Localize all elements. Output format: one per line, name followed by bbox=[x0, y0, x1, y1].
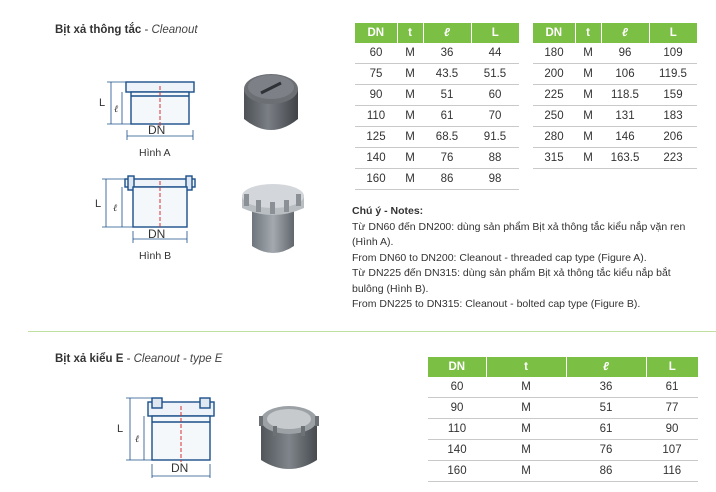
column-header-t: t bbox=[397, 23, 423, 43]
table-cell: 61 bbox=[566, 419, 646, 440]
section1-title-sep: - bbox=[141, 24, 152, 36]
product-photo-e bbox=[255, 394, 323, 474]
table-cell: 315 bbox=[533, 148, 575, 169]
table-cell: M bbox=[486, 440, 566, 461]
diagram-b-label-L: L bbox=[95, 198, 102, 210]
table-cell: M bbox=[486, 461, 566, 482]
column-header-dn: DN bbox=[428, 357, 486, 377]
diagram-e-label-l: ℓ bbox=[135, 434, 140, 445]
table-cell: 106 bbox=[601, 64, 649, 85]
column-header-t: t bbox=[575, 23, 601, 43]
table-cell: 250 bbox=[533, 106, 575, 127]
table-cell: M bbox=[397, 43, 423, 64]
table-cell: 60 bbox=[471, 85, 519, 106]
diagram-a-caption: Hình A bbox=[139, 147, 171, 159]
table-row bbox=[533, 106, 697, 127]
table-cell: 91.5 bbox=[471, 127, 519, 148]
table-cell: 60 bbox=[428, 377, 486, 398]
table-cleanout-left bbox=[355, 23, 519, 190]
table-cell: 125 bbox=[355, 127, 397, 148]
table-cell: 223 bbox=[649, 148, 697, 169]
table-cell: 163.5 bbox=[601, 148, 649, 169]
table-body bbox=[428, 377, 698, 482]
table-cell: 61 bbox=[646, 377, 698, 398]
table-cell: M bbox=[575, 127, 601, 148]
table-cell: 118.5 bbox=[601, 85, 649, 106]
table-cell: 51 bbox=[566, 398, 646, 419]
column-header-l: L bbox=[649, 23, 697, 43]
table-cell: M bbox=[397, 127, 423, 148]
table-cell: M bbox=[575, 85, 601, 106]
table-row bbox=[355, 127, 519, 148]
table-cell: 70 bbox=[471, 106, 519, 127]
table-cell: 76 bbox=[423, 148, 471, 169]
table-cell: 280 bbox=[533, 127, 575, 148]
column-header-l-small: ℓ bbox=[566, 357, 646, 377]
table-row bbox=[533, 148, 697, 169]
table-cell: 76 bbox=[566, 440, 646, 461]
table-cell: 98 bbox=[471, 169, 519, 190]
table-cell: 44 bbox=[471, 43, 519, 64]
diagram-b bbox=[95, 173, 210, 265]
diagram-a-label-l: ℓ bbox=[114, 104, 119, 115]
table-cell: 110 bbox=[355, 106, 397, 127]
section2-title-vi: Bịt xả kiểu E bbox=[55, 353, 124, 365]
table-row bbox=[533, 127, 697, 148]
table-row bbox=[428, 461, 698, 482]
table-row bbox=[355, 148, 519, 169]
table-row bbox=[355, 85, 519, 106]
table-cell: 36 bbox=[423, 43, 471, 64]
table-row bbox=[355, 106, 519, 127]
table-header-row bbox=[428, 357, 698, 377]
section2-title-sep: - bbox=[123, 353, 134, 365]
table-cleanout-right bbox=[533, 23, 697, 169]
table-cell: M bbox=[575, 106, 601, 127]
diagram-a-label-DN: DN bbox=[148, 123, 166, 137]
table-row bbox=[533, 85, 697, 106]
table-cell: M bbox=[486, 377, 566, 398]
table-cell: 110 bbox=[428, 419, 486, 440]
table-row bbox=[355, 169, 519, 190]
table-cell: 68.5 bbox=[423, 127, 471, 148]
table-cell: 119.5 bbox=[649, 64, 697, 85]
table-row bbox=[428, 398, 698, 419]
table-cell: 75 bbox=[355, 64, 397, 85]
product-photo-a bbox=[240, 67, 302, 139]
column-header-l-small: ℓ bbox=[423, 23, 471, 43]
column-header-dn: DN bbox=[533, 23, 575, 43]
table-cell: M bbox=[397, 106, 423, 127]
diagram-e-label-L: L bbox=[117, 423, 124, 435]
table-cell: 160 bbox=[355, 169, 397, 190]
column-header-l: L bbox=[471, 23, 519, 43]
table-cell: 96 bbox=[601, 43, 649, 64]
table-cleanout-type-e bbox=[428, 357, 698, 482]
table-cell: 88 bbox=[471, 148, 519, 169]
section1-title-en: Cleanout bbox=[151, 24, 198, 36]
table-cell: M bbox=[575, 43, 601, 64]
table-cell: 36 bbox=[566, 377, 646, 398]
table-cell: 51 bbox=[423, 85, 471, 106]
table-row bbox=[355, 64, 519, 85]
table-body bbox=[355, 43, 519, 190]
table-cell: 77 bbox=[646, 398, 698, 419]
table-cell: 116 bbox=[646, 461, 698, 482]
table-cell: M bbox=[486, 398, 566, 419]
table-cell: 90 bbox=[646, 419, 698, 440]
table-cell: 206 bbox=[649, 127, 697, 148]
table-cell: 225 bbox=[533, 85, 575, 106]
diagram-b-label-DN: DN bbox=[148, 227, 166, 241]
notes-line-3: Từ DN225 đến DN315: dùng sản phẩm Bịt xả thông tắc kiểu nắp bắt bulông (Hình B). bbox=[352, 267, 671, 295]
table-cell: 146 bbox=[601, 127, 649, 148]
table-cell: 107 bbox=[646, 440, 698, 461]
table-cell: M bbox=[575, 64, 601, 85]
table-cell: 51.5 bbox=[471, 64, 519, 85]
table-cell: 140 bbox=[428, 440, 486, 461]
section1-title bbox=[55, 24, 198, 36]
section2-title-en: Cleanout - type E bbox=[133, 353, 223, 365]
table-body bbox=[533, 43, 697, 169]
diagram-e bbox=[110, 392, 230, 480]
column-header-l-small: ℓ bbox=[601, 23, 649, 43]
diagram-b-caption: Hình B bbox=[139, 250, 172, 262]
table-cell: 183 bbox=[649, 106, 697, 127]
table-header-row bbox=[533, 23, 697, 43]
notes-block bbox=[352, 204, 697, 313]
diagram-a-label-L: L bbox=[99, 97, 106, 109]
table-row bbox=[355, 43, 519, 64]
table-cell: M bbox=[575, 148, 601, 169]
table-cell: 131 bbox=[601, 106, 649, 127]
table-cell: M bbox=[486, 419, 566, 440]
diagram-b-label-l: ℓ bbox=[113, 203, 118, 214]
notes-line-4: From DN225 to DN315: Cleanout - bolted cap type (Figure B). bbox=[352, 298, 641, 310]
diagram-e-label-DN: DN bbox=[171, 461, 189, 475]
table-row bbox=[428, 440, 698, 461]
table-cell: 90 bbox=[355, 85, 397, 106]
column-header-dn: DN bbox=[355, 23, 397, 43]
table-cell: 180 bbox=[533, 43, 575, 64]
column-header-l: L bbox=[646, 357, 698, 377]
table-header-row bbox=[355, 23, 519, 43]
table-cell: M bbox=[397, 148, 423, 169]
table-cell: M bbox=[397, 169, 423, 190]
table-cell: M bbox=[397, 85, 423, 106]
table-cell: 86 bbox=[423, 169, 471, 190]
table-cell: 109 bbox=[649, 43, 697, 64]
table-cell: 86 bbox=[566, 461, 646, 482]
notes-line-1: Từ DN60 đến DN200: dùng sản phẩm Bịt xả thông tắc kiểu nắp vặn ren (Hình A). bbox=[352, 220, 686, 248]
table-cell: 159 bbox=[649, 85, 697, 106]
table-row bbox=[533, 64, 697, 85]
table-cell: 200 bbox=[533, 64, 575, 85]
diagram-a bbox=[95, 72, 210, 164]
table-cell: 43.5 bbox=[423, 64, 471, 85]
table-row bbox=[533, 43, 697, 64]
section1-title-vi: Bịt xả thông tắc bbox=[55, 24, 142, 36]
column-header-t: t bbox=[486, 357, 566, 377]
table-cell: 90 bbox=[428, 398, 486, 419]
section-divider bbox=[28, 331, 716, 332]
section2-title bbox=[55, 353, 222, 365]
table-cell: 60 bbox=[355, 43, 397, 64]
table-row bbox=[428, 377, 698, 398]
table-cell: 140 bbox=[355, 148, 397, 169]
product-photo-b bbox=[238, 178, 308, 258]
table-row bbox=[428, 419, 698, 440]
table-cell: M bbox=[397, 64, 423, 85]
table-cell: 61 bbox=[423, 106, 471, 127]
table-cell: 160 bbox=[428, 461, 486, 482]
notes-heading: Chú ý - Notes: bbox=[352, 205, 424, 217]
notes-line-2: From DN60 to DN200: Cleanout - threaded cap type (Figure A). bbox=[352, 251, 647, 264]
